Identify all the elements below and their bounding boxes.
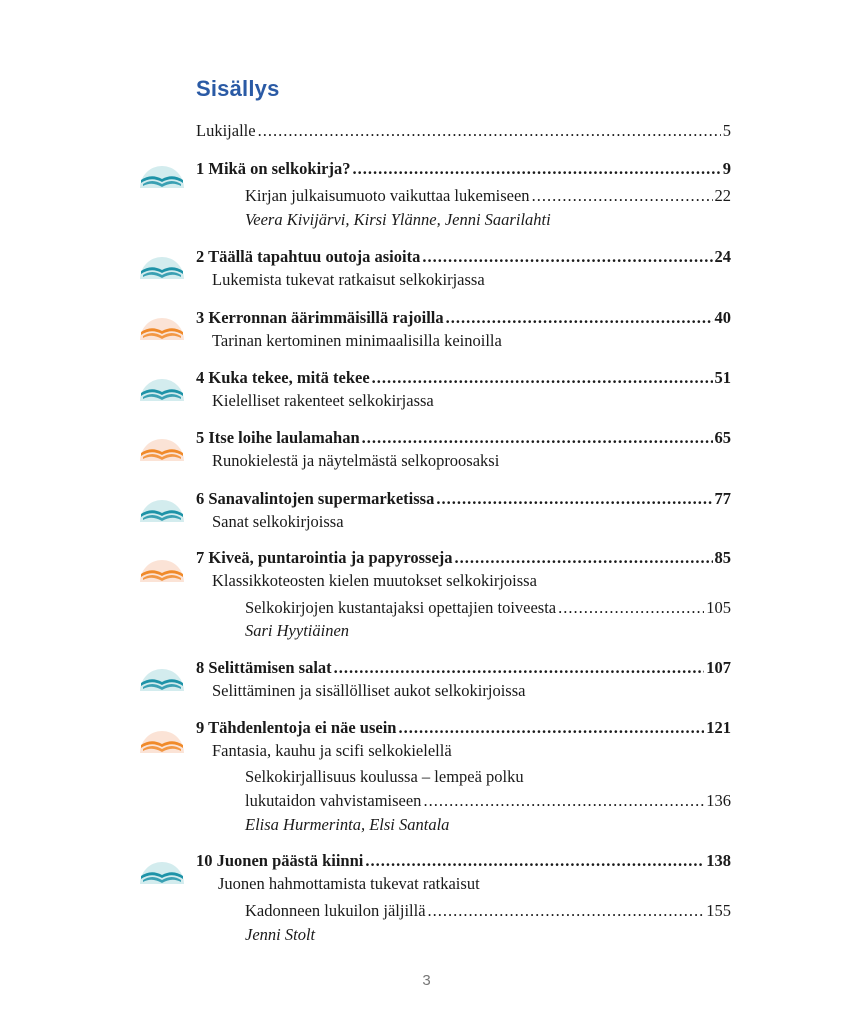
chapter-subtitle: Sanat selkokirjoissa (212, 512, 344, 531)
leader-dots (428, 900, 705, 922)
open-book-orange-icon (137, 314, 187, 340)
toc-chapter-2[interactable] (196, 246, 731, 268)
chapter-page: 85 (714, 548, 731, 567)
toc-chapter-1[interactable] (196, 158, 731, 180)
toc-article-4[interactable] (245, 900, 731, 922)
chapter-page: 40 (714, 308, 731, 327)
chapter-page: 9 (722, 159, 731, 178)
leader-dots (362, 427, 713, 449)
leader-dots (455, 547, 713, 569)
chapter-title: 2 Täällä tapahtuu outoja asioita (196, 247, 421, 266)
article-title: Selkokirjojen kustantajaksi opettajien toiveesta (245, 598, 557, 617)
open-book-teal-icon (137, 858, 187, 884)
article-page: 136 (706, 791, 731, 810)
toc-chapter-3[interactable] (196, 307, 731, 329)
article-authors: Sari Hyytiäinen (245, 621, 350, 640)
toc-chapter-4[interactable] (196, 367, 731, 389)
open-book-teal-icon (137, 665, 187, 691)
leader-dots (372, 367, 713, 389)
article-title[interactable]: Selkokirjallisuus koulussa – lempeä polku (245, 767, 524, 786)
leader-dots (436, 488, 712, 510)
chapter-title: 10 Juonen päästä kiinni (196, 851, 364, 870)
leader-dots (446, 307, 713, 329)
article-page: 155 (706, 901, 731, 920)
article-title: Kirjan julkaisumuoto vaikuttaa lukemiseen (245, 186, 530, 205)
chapter-subtitle: Selittäminen ja sisällölliset aukot selkokirjoissa (212, 681, 526, 700)
toc-entry-title: Lukijalle (196, 121, 256, 140)
chapter-page: 77 (714, 489, 731, 508)
chapter-page: 51 (714, 368, 731, 387)
chapter-title: 4 Kuka tekee, mitä tekee (196, 368, 370, 387)
toc-entry-intro[interactable] (196, 120, 731, 142)
chapter-page: 65 (714, 428, 731, 447)
open-book-teal-icon (137, 253, 187, 279)
article-title: Kadonneen lukuilon jäljillä (245, 901, 426, 920)
chapter-subtitle: Runokielestä ja näytelmästä selkoproosaksi (212, 451, 500, 470)
chapter-subtitle: Lukemista tukevat ratkaisut selkokirjassa (212, 270, 485, 289)
toc-article-2[interactable] (245, 597, 731, 619)
chapter-page: 121 (706, 718, 731, 737)
chapter-subtitle: Fantasia, kauhu ja scifi selkokielellä (212, 741, 452, 760)
chapter-title: 3 Kerronnan äärimmäisillä rajoilla (196, 308, 444, 327)
toc-article-1[interactable] (245, 185, 731, 207)
page-number: 3 (422, 972, 431, 989)
toc-article-3[interactable] (245, 790, 731, 812)
open-book-orange-icon (137, 556, 187, 582)
chapter-subtitle: Klassikkoteosten kielen muutokset selkokirjoissa (212, 571, 537, 590)
toc-chapter-8[interactable] (196, 657, 731, 679)
article-page: 22 (714, 186, 731, 205)
chapter-subtitle: Juonen hahmottamista tukevat ratkaisut (218, 874, 480, 893)
toc-entry-page: 5 (722, 121, 731, 140)
chapter-title: 9 Tähdenlentoja ei näe usein (196, 718, 397, 737)
leader-dots (352, 158, 720, 180)
chapter-page: 138 (706, 851, 731, 870)
open-book-orange-icon (137, 727, 187, 753)
article-title: lukutaidon vahvistamiseen (245, 791, 422, 810)
open-book-orange-icon (137, 435, 187, 461)
toc-chapter-9[interactable] (196, 717, 731, 739)
article-page: 105 (706, 598, 731, 617)
chapter-title: 1 Mikä on selkokirja? (196, 159, 351, 178)
open-book-teal-icon (137, 375, 187, 401)
chapter-subtitle: Tarinan kertominen minimaalisilla keinoilla (212, 331, 502, 350)
chapter-title: 6 Sanavalintojen supermarketissa (196, 489, 435, 508)
chapter-title: 5 Itse loihe laulamahan (196, 428, 360, 447)
toc-chapter-6[interactable] (196, 488, 731, 510)
leader-dots (365, 850, 704, 872)
article-authors: Elisa Hurmerinta, Elsi Santala (245, 815, 450, 834)
open-book-teal-icon (137, 162, 187, 188)
chapter-title: 8 Selittämisen salat (196, 658, 332, 677)
leader-dots (334, 657, 705, 679)
article-authors: Veera Kivijärvi, Kirsi Ylänne, Jenni Saarilahti (245, 210, 551, 229)
chapter-page: 107 (706, 658, 731, 677)
toc-chapter-5[interactable] (196, 427, 731, 449)
leader-dots (532, 185, 713, 207)
chapter-page: 24 (714, 247, 731, 266)
leader-dots (558, 597, 704, 619)
toc-chapter-7[interactable] (196, 547, 731, 569)
toc-chapter-10[interactable] (196, 850, 731, 872)
chapter-subtitle: Kielelliset rakenteet selkokirjassa (212, 391, 434, 410)
leader-dots (423, 790, 704, 812)
chapter-title: 7 Kiveä, puntarointia ja papyrosseja (196, 548, 453, 567)
article-authors: Jenni Stolt (245, 925, 316, 944)
leader-dots (398, 717, 704, 739)
open-book-teal-icon (137, 496, 187, 522)
leader-dots (258, 120, 721, 142)
leader-dots (422, 246, 712, 268)
page-title: Sisällys (196, 76, 280, 101)
